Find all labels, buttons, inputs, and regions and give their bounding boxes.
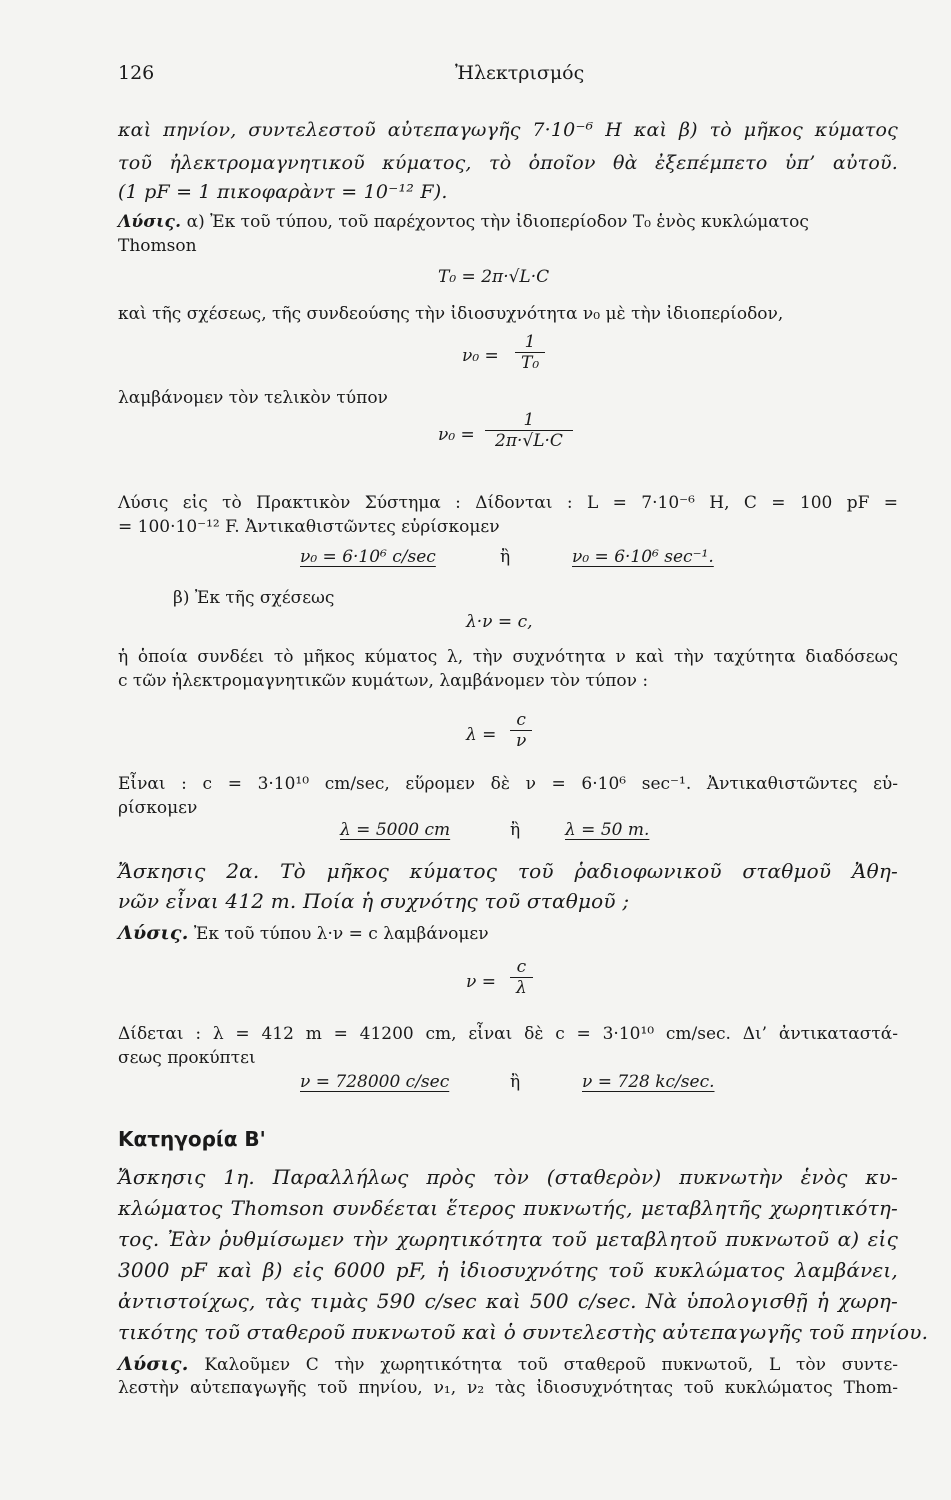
- exercise-b1-line-6: τικότης τοῦ σταθεροῦ πυκνωτοῦ καὶ ὁ συντελεστὴς αὐτεπαγωγῆς τοῦ πηνίου.: [118, 1320, 929, 1344]
- sol1-line-4: λαμβάνομεν τὸν τελικὸν τύπον: [118, 388, 388, 408]
- sol1-line-9: c τῶν ἠλεκτρομαγνητικῶν κυμάτων, λαμβάνομεν τὸν τύπον :: [118, 671, 649, 691]
- sol1-line-8: ἡ ὁποία συνδέει τὸ μῆκος κύματος λ, τὴν συχνότητα ν καὶ τὴν ταχύτητα διαδόσεως: [118, 647, 898, 667]
- result-wavelength-a: λ = 5000 cm: [340, 820, 451, 840]
- intro-line-2: τοῦ ἠλεκτρομαγνητικοῦ κύματος, τὸ ὁποῖον θὰ ἐξεπέμπετο ὑπ’ αὐτοῦ.: [118, 152, 898, 174]
- equation-final-lhs: ν₀ =: [438, 425, 475, 445]
- fraction-denominator: ν: [510, 730, 532, 751]
- result-frequency-a: ν₀ = 6·10⁶ c/sec: [300, 547, 436, 567]
- equation-freq-fraction: [515, 332, 545, 373]
- sol1-line-6: = 100·10⁻¹² F. Ἀντικαθιστῶντες εὑρίσκομεν: [118, 517, 500, 537]
- result-frequency-b: ν₀ = 6·10⁶ sec⁻¹.: [572, 547, 714, 567]
- intro-line-3: (1 pF = 1 πικοφαρὰντ = 10⁻¹² F).: [118, 181, 448, 203]
- page-number: 126: [118, 62, 155, 84]
- solution-label: Λύσις.: [118, 1353, 189, 1375]
- sol1-line-7: β) Ἐκ τῆς σχέσεως: [173, 588, 335, 608]
- or-word: ἢ: [510, 820, 521, 840]
- result-frequency-khz: ν = 728 kc/sec.: [582, 1072, 715, 1092]
- intro-line-1: καὶ πηνίον, συντελεστοῦ αὐτεπαγωγῆς 7·10⁻⁶ H καὶ β) τὸ μῆκος κύματος: [118, 119, 898, 141]
- equation-lambda-lhs: λ =: [466, 725, 497, 745]
- or-word: ἢ: [500, 547, 511, 567]
- exercise-b1-solution-2: λεστὴν αὐτεπαγωγῆς τοῦ πηνίου, ν₁, ν₂ τὰς ἰδιοσυχνότητας τοῦ κυκλώματος Thom-: [118, 1378, 898, 1398]
- exercise-b1-solution-text-1: Καλοῦμεν C τὴν χωρητικότητα τοῦ σταθεροῦ πυκνωτοῦ, L τὸν συντε-: [204, 1355, 899, 1375]
- exercise-2-line-2: νῶν εἶναι 412 m. Ποία ἡ συχνότης τοῦ σταθμοῦ ;: [118, 889, 630, 913]
- fraction-numerator: 1: [523, 410, 535, 430]
- exercise-b1-line-2: κλώματος Thomson συνδέεται ἕτερος πυκνωτής, μεταβλητῆς χωρητικότη-: [118, 1196, 898, 1220]
- category-heading: Κατηγορία Β': [118, 1127, 266, 1151]
- equation-freq-lhs: ν₀ =: [462, 346, 499, 366]
- running-title: Ἠλεκτρισμός: [455, 62, 585, 84]
- equation-lambda-fraction: [510, 710, 532, 751]
- fraction-numerator: c: [516, 710, 526, 730]
- exercise-2-line-4: σεως προκύπτει: [118, 1048, 256, 1068]
- sol1-text-1: α) Ἐκ τοῦ τύπου, τοῦ παρέχοντος τὴν ἰδιοπερίοδον T₀ ἑνὸς κυκλώματος: [186, 212, 809, 232]
- exercise-b1-solution-1: [118, 1352, 898, 1377]
- result-frequency-hz: ν = 728000 c/sec: [300, 1072, 450, 1092]
- exercise-b1-line-3: τος. Ἐὰν ῥυθμίσωμεν τὴν χωρητικότητα τοῦ μεταβλητοῦ πυκνωτοῦ α) εἰς: [118, 1227, 898, 1251]
- solution-label: Λύσις.: [118, 212, 182, 232]
- exercise-b1-line-1: Ἄσκησις 1η. Παραλλήλως πρὸς τὸν (σταθερὸν) πυκνωτὴν ἑνὸς κυ-: [118, 1165, 898, 1189]
- fraction-numerator: 1: [524, 332, 536, 352]
- equation-nu-fraction: [510, 957, 533, 998]
- exercise-2-line-1: Ἄσκησις 2α. Τὸ μῆκος κύματος τοῦ ῥαδιοφωνικοῦ σταθμοῦ Ἀθη-: [118, 859, 898, 883]
- fraction-numerator: c: [516, 957, 527, 977]
- fraction-denominator: λ: [510, 977, 533, 998]
- equation-final-fraction: [485, 410, 573, 451]
- result-wavelength-b: λ = 50 m.: [565, 820, 650, 840]
- sol1-line-10: Εἶναι : c = 3·10¹⁰ cm/sec, εὕρομεν δὲ ν = 6·10⁶ sec⁻¹. Ἀντικαθιστῶντες εὑ-: [118, 774, 898, 794]
- exercise-2-solution: [118, 921, 898, 946]
- exercise-b1-line-4: 3000 pF καὶ β) εἰς 6000 pF, ἡ ἰδιοσυχνότης τοῦ κυκλώματος λαμβάνει,: [118, 1258, 898, 1282]
- exercise-2-solution-text: Ἐκ τοῦ τύπου λ·ν = c λαμβάνομεν: [193, 924, 489, 944]
- fraction-denominator: 2π·√L·C: [485, 430, 573, 451]
- equation-period: T₀ = 2π·√L·C: [438, 267, 550, 287]
- sol1-line-11: ρίσκομεν: [118, 798, 198, 818]
- solution-label: Λύσις.: [118, 922, 189, 944]
- sol1-line-5: Λύσις εἰς τὸ Πρακτικὸν Σύστημα : Δίδονται : L = 7·10⁻⁶ H, C = 100 pF =: [118, 493, 898, 513]
- exercise-2-line-3: Δίδεται : λ = 412 m = 41200 cm, εἶναι δὲ c = 3·10¹⁰ cm/sec. Δι’ ἀντικαταστά-: [118, 1024, 898, 1044]
- exercise-b1-line-5: ἀντιστοίχως, τὰς τιμὰς 590 c/sec καὶ 500 c/sec. Νὰ ὑπολογισθῇ ἡ χωρη-: [118, 1289, 898, 1313]
- sol1-line-1: [118, 210, 898, 234]
- or-word: ἢ: [510, 1072, 521, 1092]
- sol1-line-3: καὶ τῆς σχέσεως, τῆς συνδεούσης τὴν ἰδιοσυχνότητα ν₀ μὲ τὴν ἰδιοπερίοδον,: [118, 304, 784, 324]
- equation-wave: λ·ν = c,: [466, 612, 533, 632]
- sol1-line-2: Thomson: [118, 236, 197, 256]
- equation-nu-lhs: ν =: [466, 972, 496, 992]
- fraction-denominator: T₀: [515, 352, 545, 373]
